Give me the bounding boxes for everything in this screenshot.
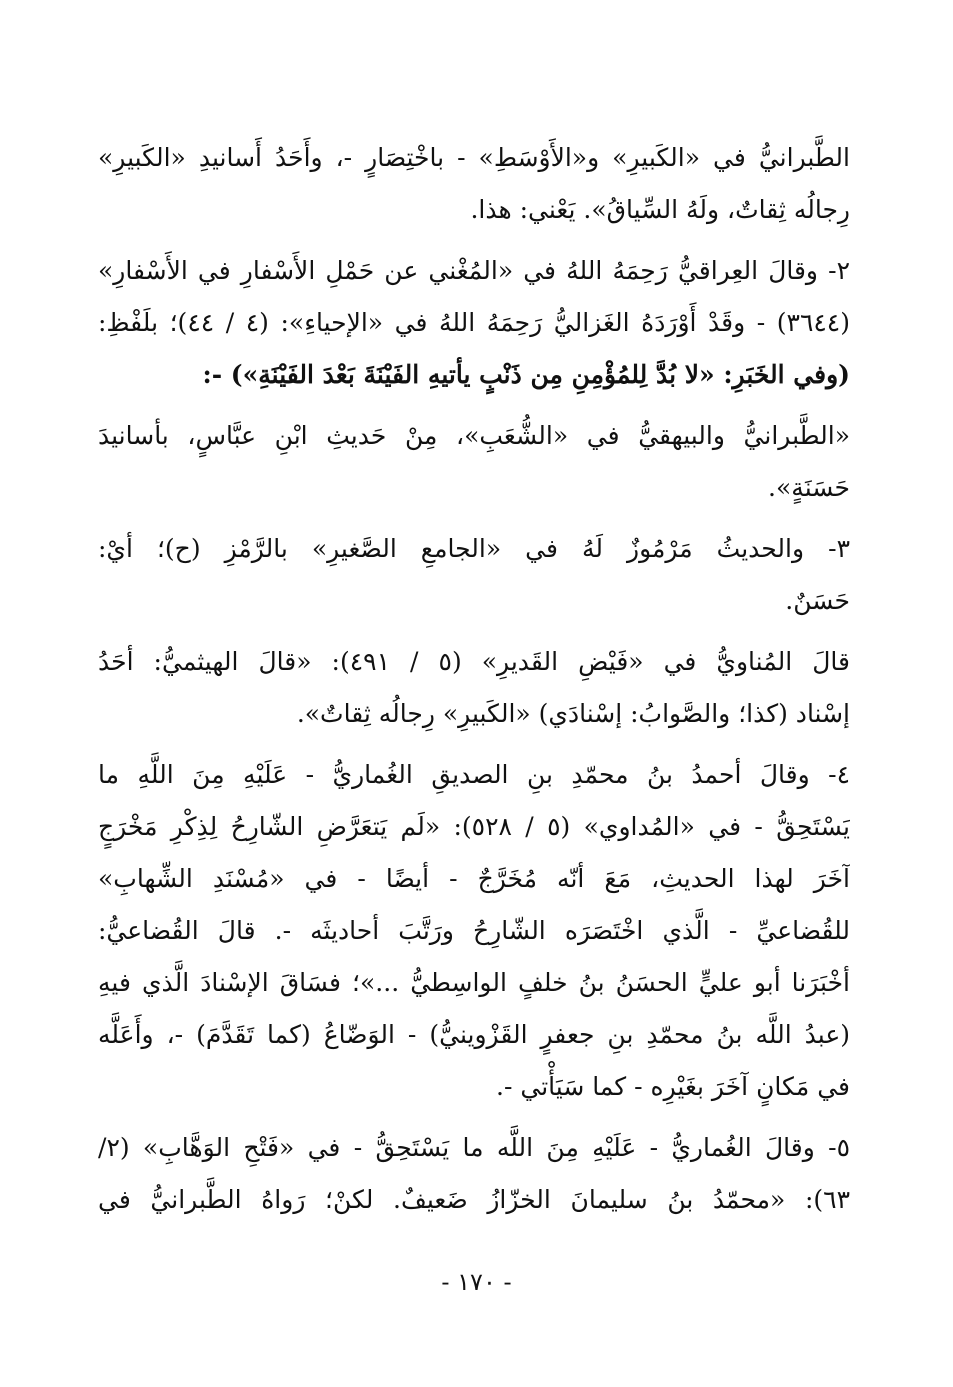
text-line: ٦٣): «محمّدُ بنُ سليمانَ الخزّازُ ضَعيفٌ. لكنْ؛ رَواهُ الطَّبرانيُّ في (98, 1185, 850, 1214)
page-number: - ١٧٠ - (441, 1268, 512, 1296)
text-line: ٤- وقالَ أحمدُ بنُ محمّدِ بنِ الصديقِ الغُماريُّ - عَلَيْهِ مِنَ اللَّهِ ما (98, 760, 850, 789)
text-line: أخْبَرَنا أبو عليٍّ الحسَنُ بنُ خلفٍ الواسِطيُّ ...»؛ فسَاقَ الإسْنادَ الَّذي فيهِ (98, 968, 850, 997)
text-line: قالَ المُناويُّ في «فَيْضِ القَديرِ» (٥ / ٤٩١): «قالَ الهيثميُّ: أحَدُ (98, 647, 850, 676)
hadith-text-line: (وفي الخَبَرِ: «لا بُدَّ لِلمُؤْمِنِ مِن ذَنْبٍ يأتيهِ الفَيْنَةَ بَعْدَ الفَيْنَةِ») -: (202, 360, 850, 389)
document-body (98, 132, 850, 1226)
paragraph-6 (98, 749, 850, 1113)
text-line: إسْناد (كذا؛ والصَّوابُ: إسْنادَي) «الكَبيرِ» رِجالُه ثِقاتٌ». (296, 699, 850, 728)
text-line: في مَكانٍ آخَرَ بغَيْرِه - كما سَيَأْتي -. (496, 1072, 850, 1101)
text-line: للقُضاعيِّ - الَّذي اخْتَصَرَه الشّارِحُ ورَتَّبَ أحاديثَه -. قالَ القُضاعيُّ: (98, 916, 850, 945)
text-line: (عبدُ اللَّه بنُ محمّدِ بنِ جعفرٍ القَزْوينيُّ) - الوَضّاعُ (كما تَقَدَّمَ) -، وأَعَلَّه (98, 1020, 850, 1049)
paragraph-7 (98, 1122, 850, 1226)
text-line: «الطَّبرانيُّ والبيهقيُّ في «الشُّعَبِ»، مِنْ حَديثِ ابْنِ عبَّاسٍ، بأسانيدَ (98, 421, 850, 450)
paragraph-1 (98, 132, 850, 236)
text-line: ٥- وقالَ الغُماريُّ - عَلَيْهِ مِنَ اللَّه ما يَسْتَحِقُّ - في «فَتْحِ الوَهَّابِ» (٢/ (98, 1133, 850, 1162)
paragraph-5 (98, 636, 850, 740)
text-line: رِجالُه ثِقاتٌ، ولَهُ السِّياقُ». يَعْني: هذا. (470, 195, 850, 224)
text-line: حَسَنَةٍ». (768, 473, 850, 502)
paragraph-4 (98, 523, 850, 627)
text-line: حَسَنٌ. (785, 586, 850, 615)
text-line: ٢- وقالَ العِراقيُّ رَحِمَهُ اللهُ في «المُغْني عن حَمْلِ الأَسْفارِ في الأَسْفارِ» (98, 256, 850, 285)
text-line: (٣٦٤٤) - وقَدْ أَوْرَدَهُ الغَزاليُّ رَحِمَهُ اللهُ في «الإحياءِ»: (٤ / ٤٤)؛ بلَفْظِ: (98, 308, 850, 337)
text-line: آخَرَ لهذا الحديثِ، مَعَ أنّه مُخَرَّجٌ - أيضًا - في «مُسْنَدِ الشِّهابِ» (98, 864, 850, 893)
paragraph-3 (98, 410, 850, 514)
text-line: الطَّبرانيُّ في «الكَبيرِ» و«الأَوْسَطِ» - باخْتِصَارٍ -، وأَحَدُ أَسانيدِ «الكَبيرِ» (98, 143, 850, 172)
text-line: ٣- والحديثُ مَرْمُوزٌ لَهُ في «الجامعِ الصَّغيرِ» بالرَّمْزِ (ح)؛ أيْ: (98, 534, 850, 563)
paragraph-2 (98, 245, 850, 401)
text-line: يَسْتَحِقُّ - في «المُداوي» (٥ / ٥٢٨): «لَم يَتعَرَّضِ الشّارِحُ لِذِكْرِ مَخْرَجٍ (98, 812, 850, 841)
